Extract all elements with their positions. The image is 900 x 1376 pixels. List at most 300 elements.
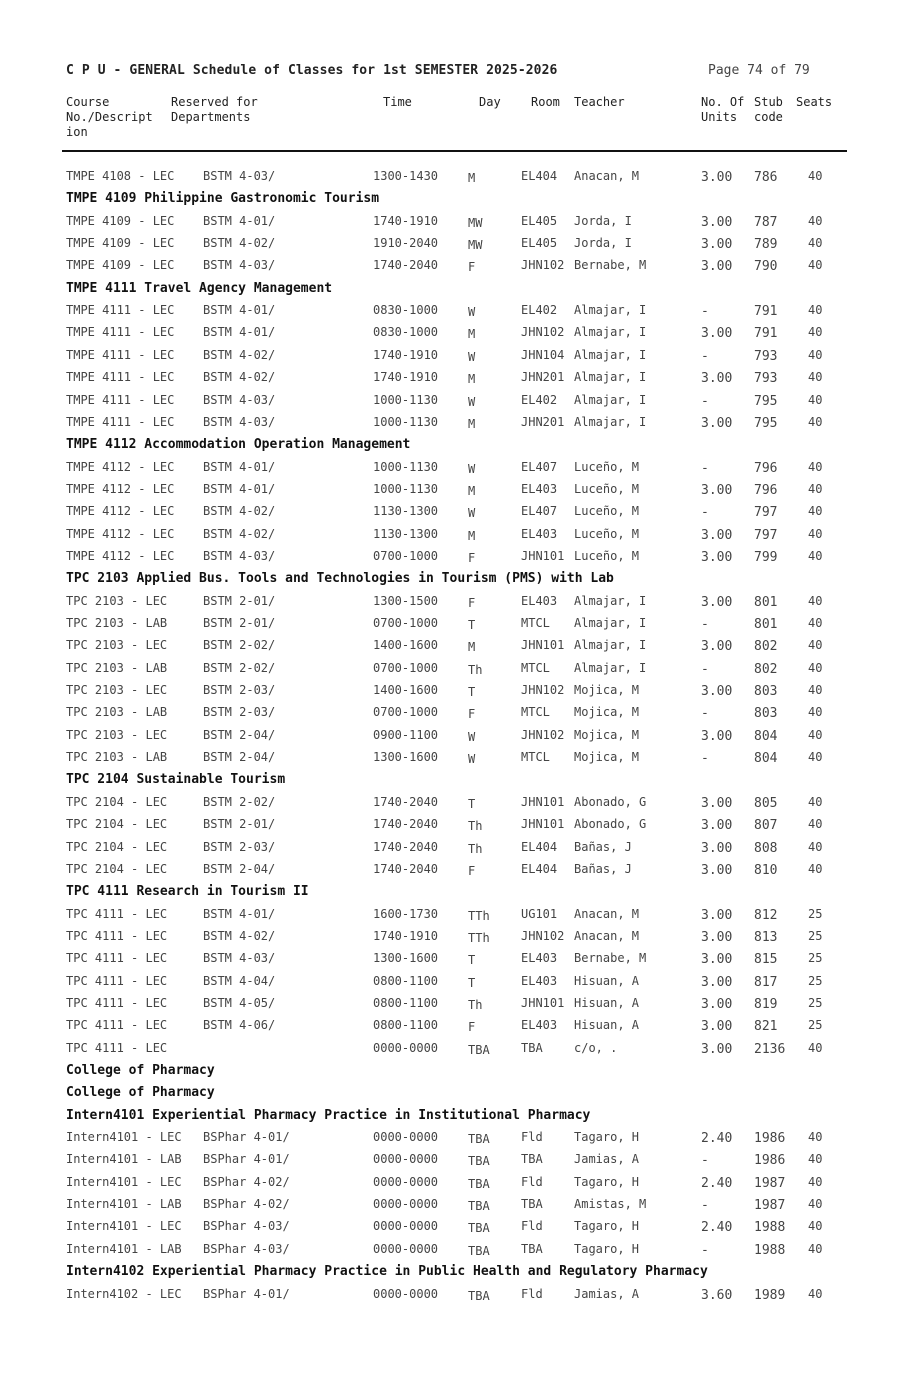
cell-seats: 40 [808, 683, 823, 697]
cell-teacher: Jorda, I [574, 214, 632, 228]
cell-units: - [701, 706, 709, 721]
cell-seats: 40 [808, 661, 823, 675]
cell-teacher: Almajar, I [574, 370, 647, 384]
cell-time: 0700-1000 [373, 616, 439, 630]
table-row [0, 996, 900, 1016]
cell-course: TMPE 4112 - LEC [66, 482, 175, 496]
cell-course: TPC 4111 - LEC [66, 907, 168, 921]
cell-time: 1300-1600 [373, 951, 439, 965]
cell-seats: 40 [808, 795, 823, 809]
table-row [0, 1041, 900, 1061]
cell-stub: 803 [754, 706, 778, 721]
cell-day: F [468, 260, 476, 274]
cell-stub: 1986 [754, 1131, 786, 1146]
cell-dept: BSPhar 4-01/ [203, 1287, 290, 1301]
cell-dept: BSTM 4-03/ [203, 549, 276, 563]
cell-room: JHN101 [521, 817, 565, 831]
cell-course: TPC 2103 - LAB [66, 750, 168, 764]
cell-stub: 789 [754, 237, 778, 252]
cell-units: - [701, 505, 709, 520]
cell-time: 1600-1730 [373, 907, 439, 921]
table-row [0, 258, 900, 278]
cell-time: 0000-0000 [373, 1197, 439, 1211]
table-row [0, 1219, 900, 1239]
table-row [0, 951, 900, 971]
cell-dept: BSPhar 4-02/ [203, 1175, 290, 1189]
cell-dept: BSTM 4-03/ [203, 258, 276, 272]
cell-stub: 804 [754, 729, 778, 744]
cell-course: TPC 4111 - LEC [66, 951, 168, 965]
cell-teacher: Almajar, I [574, 594, 647, 608]
cell-stub: 1989 [754, 1288, 786, 1303]
cell-room: MTCL [521, 705, 550, 719]
cell-seats: 40 [808, 549, 823, 563]
cell-stub: 817 [754, 975, 778, 990]
cell-day: W [468, 506, 476, 520]
cell-stub: 799 [754, 550, 778, 565]
cell-teacher: Anacan, M [574, 907, 640, 921]
cell-stub: 803 [754, 684, 778, 699]
cell-time: 0900-1100 [373, 728, 439, 742]
course-section-title: Intern4101 Experiential Pharmacy Practice in Institutional Pharmacy [66, 1108, 591, 1123]
cell-teacher: Almajar, I [574, 303, 647, 317]
cell-course: TPC 2104 - LEC [66, 840, 168, 854]
cell-time: 1740-2040 [373, 862, 439, 876]
cell-room: EL407 [521, 460, 558, 474]
cell-units: - [701, 394, 709, 409]
table-row [0, 482, 900, 502]
cell-teacher: Abonado, G [574, 817, 647, 831]
course-section-title: College of Pharmacy [66, 1063, 215, 1078]
cell-time: 0800-1100 [373, 996, 439, 1010]
cell-time: 0800-1100 [373, 974, 439, 988]
cell-seats: 25 [808, 929, 823, 943]
cell-course: TPC 2103 - LEC [66, 683, 168, 697]
cell-day: W [468, 305, 476, 319]
cell-teacher: Almajar, I [574, 616, 647, 630]
cell-time: 0000-0000 [373, 1130, 439, 1144]
table-row [0, 705, 900, 725]
course-section-title: TMPE 4111 Travel Agency Management [66, 281, 333, 296]
cell-time: 0700-1000 [373, 661, 439, 675]
cell-time: 1000-1130 [373, 393, 439, 407]
cell-units: - [701, 751, 709, 766]
col-header-units: No. Of Units [701, 95, 745, 124]
cell-seats: 40 [808, 1287, 823, 1301]
cell-time: 1740-2040 [373, 258, 439, 272]
cell-room: MTCL [521, 661, 550, 675]
cell-teacher: Bernabe, M [574, 951, 647, 965]
cell-seats: 25 [808, 907, 823, 921]
cell-time: 1740-1910 [373, 214, 439, 228]
cell-day: TBA [468, 1043, 490, 1057]
cell-teacher: Tagaro, H [574, 1219, 640, 1233]
cell-stub: 810 [754, 863, 778, 878]
table-row [0, 616, 900, 636]
cell-day: F [468, 551, 476, 565]
cell-teacher: Mojica, M [574, 750, 640, 764]
cell-seats: 40 [808, 750, 823, 764]
table-row [0, 415, 900, 435]
table-row [0, 549, 900, 569]
cell-seats: 40 [808, 258, 823, 272]
cell-time: 0800-1100 [373, 1018, 439, 1032]
cell-course: TPC 4111 - LEC [66, 1041, 168, 1055]
cell-units: 3.00 [701, 684, 733, 699]
cell-units: - [701, 662, 709, 677]
table-row [0, 1242, 900, 1262]
cell-course: TPC 4111 - LEC [66, 1018, 168, 1032]
cell-day: M [468, 372, 476, 386]
cell-stub: 795 [754, 416, 778, 431]
cell-teacher: Jamias, A [574, 1152, 640, 1166]
cell-teacher: Mojica, M [574, 728, 640, 742]
cell-units: 3.00 [701, 371, 733, 386]
cell-units: - [701, 1153, 709, 1168]
cell-day: M [468, 417, 476, 431]
cell-dept: BSTM 4-02/ [203, 348, 276, 362]
col-header-time: Time [383, 95, 412, 109]
cell-dept: BSPhar 4-03/ [203, 1242, 290, 1256]
cell-units: 3.00 [701, 550, 733, 565]
cell-seats: 40 [808, 460, 823, 474]
cell-stub: 802 [754, 639, 778, 654]
cell-day: T [468, 797, 476, 811]
cell-room: JHN102 [521, 728, 565, 742]
cell-seats: 25 [808, 1018, 823, 1032]
cell-stub: 795 [754, 394, 778, 409]
cell-dept: BSTM 4-05/ [203, 996, 276, 1010]
cell-units: 3.00 [701, 416, 733, 431]
cell-room: JHN102 [521, 683, 565, 697]
cell-room: EL403 [521, 951, 558, 965]
cell-day: TBA [468, 1177, 490, 1191]
cell-teacher: Hisuan, A [574, 974, 640, 988]
cell-time: 1000-1130 [373, 482, 439, 496]
table-row [0, 325, 900, 345]
cell-units: 3.00 [701, 259, 733, 274]
cell-room: EL402 [521, 393, 558, 407]
table-row [0, 169, 900, 189]
cell-teacher: Luceño, M [574, 482, 640, 496]
cell-dept: BSPhar 4-02/ [203, 1197, 290, 1211]
cell-units: - [701, 1198, 709, 1213]
cell-day: F [468, 864, 476, 878]
table-row [0, 661, 900, 681]
cell-seats: 40 [808, 370, 823, 384]
cell-teacher: Jamias, A [574, 1287, 640, 1301]
cell-dept: BSTM 4-02/ [203, 504, 276, 518]
cell-day: M [468, 484, 476, 498]
cell-course: TPC 4111 - LEC [66, 974, 168, 988]
cell-time: 1400-1600 [373, 638, 439, 652]
cell-stub: 801 [754, 617, 778, 632]
cell-day: Th [468, 819, 483, 833]
cell-room: EL405 [521, 236, 558, 250]
cell-dept: BSTM 4-03/ [203, 393, 276, 407]
cell-teacher: Almajar, I [574, 348, 647, 362]
cell-course: Intern4101 - LAB [66, 1152, 182, 1166]
cell-stub: 790 [754, 259, 778, 274]
cell-room: EL403 [521, 594, 558, 608]
cell-day: TBA [468, 1154, 490, 1168]
table-row [0, 527, 900, 547]
cell-course: TMPE 4112 - LEC [66, 504, 175, 518]
cell-stub: 793 [754, 371, 778, 386]
course-section-title: TPC 4111 Research in Tourism II [66, 884, 309, 899]
cell-course: TPC 2104 - LEC [66, 862, 168, 876]
cell-dept: BSTM 4-02/ [203, 370, 276, 384]
course-section-title: TPC 2103 Applied Bus. Tools and Technologies in Tourism (PMS) with Lab [66, 571, 614, 586]
cell-units: 3.00 [701, 1019, 733, 1034]
cell-units: - [701, 461, 709, 476]
cell-teacher: Jorda, I [574, 236, 632, 250]
cell-time: 1130-1300 [373, 504, 439, 518]
table-row [0, 728, 900, 748]
cell-seats: 40 [808, 705, 823, 719]
cell-units: 3.00 [701, 483, 733, 498]
cell-day: W [468, 730, 476, 744]
cell-dept: BSTM 2-02/ [203, 638, 276, 652]
cell-time: 1740-1910 [373, 929, 439, 943]
cell-units: 3.00 [701, 639, 733, 654]
cell-stub: 1987 [754, 1198, 786, 1213]
table-row [0, 638, 900, 658]
cell-seats: 40 [808, 169, 823, 183]
cell-room: TBA [521, 1197, 543, 1211]
cell-dept: BSPhar 4-01/ [203, 1152, 290, 1166]
cell-time: 0000-0000 [373, 1152, 439, 1166]
table-row [0, 974, 900, 994]
table-row [0, 907, 900, 927]
cell-dept: BSTM 4-01/ [203, 907, 276, 921]
cell-room: JHN101 [521, 638, 565, 652]
cell-stub: 791 [754, 326, 778, 341]
col-header-reserved: Reserved for Departments [171, 95, 258, 124]
cell-units: 2.40 [701, 1176, 733, 1191]
cell-day: M [468, 640, 476, 654]
cell-course: TPC 2104 - LEC [66, 817, 168, 831]
cell-room: Fld [521, 1219, 543, 1233]
course-section-title: Intern4102 Experiential Pharmacy Practice in Public Health and Regulatory Pharmacy [66, 1264, 708, 1279]
cell-teacher: Tagaro, H [574, 1242, 640, 1256]
cell-units: 3.00 [701, 863, 733, 878]
cell-seats: 40 [808, 1130, 823, 1144]
cell-room: EL405 [521, 214, 558, 228]
cell-teacher: Bañas, J [574, 840, 632, 854]
cell-units: - [701, 617, 709, 632]
cell-dept: BSTM 2-02/ [203, 795, 276, 809]
cell-room: EL403 [521, 974, 558, 988]
cell-seats: 40 [808, 616, 823, 630]
cell-seats: 40 [808, 1041, 823, 1055]
cell-teacher: Abonado, G [574, 795, 647, 809]
cell-course: TMPE 4109 - LEC [66, 258, 175, 272]
cell-stub: 805 [754, 796, 778, 811]
cell-time: 1400-1600 [373, 683, 439, 697]
cell-stub: 1987 [754, 1176, 786, 1191]
cell-time: 0000-0000 [373, 1219, 439, 1233]
cell-teacher: Luceño, M [574, 549, 640, 563]
cell-dept: BSTM 2-03/ [203, 683, 276, 697]
table-row [0, 303, 900, 323]
cell-room: JHN101 [521, 549, 565, 563]
cell-day: T [468, 618, 476, 632]
cell-stub: 819 [754, 997, 778, 1012]
cell-course: TPC 4111 - LEC [66, 996, 168, 1010]
cell-time: 1740-2040 [373, 840, 439, 854]
cell-course: TMPE 4112 - LEC [66, 527, 175, 541]
cell-room: EL407 [521, 504, 558, 518]
cell-teacher: Mojica, M [574, 683, 640, 697]
cell-room: TBA [521, 1152, 543, 1166]
page-number: Page 74 of 79 [708, 63, 810, 78]
cell-time: 0000-0000 [373, 1242, 439, 1256]
cell-teacher: Hisuan, A [574, 1018, 640, 1032]
cell-units: 3.60 [701, 1288, 733, 1303]
cell-seats: 40 [808, 325, 823, 339]
cell-room: Fld [521, 1287, 543, 1301]
cell-teacher: Almajar, I [574, 415, 647, 429]
cell-seats: 40 [808, 1175, 823, 1189]
cell-time: 1910-2040 [373, 236, 439, 250]
cell-day: F [468, 707, 476, 721]
cell-stub: 2136 [754, 1042, 786, 1057]
cell-dept: BSTM 4-01/ [203, 303, 276, 317]
cell-course: TPC 2103 - LEC [66, 728, 168, 742]
cell-teacher: Mojica, M [574, 705, 640, 719]
cell-seats: 40 [808, 862, 823, 876]
cell-course: TPC 2104 - LEC [66, 795, 168, 809]
cell-time: 1300-1500 [373, 594, 439, 608]
cell-seats: 40 [808, 1152, 823, 1166]
cell-dept: BSTM 4-03/ [203, 951, 276, 965]
cell-seats: 40 [808, 236, 823, 250]
cell-units: 3.00 [701, 729, 733, 744]
cell-units: - [701, 1243, 709, 1258]
cell-time: 1300-1430 [373, 169, 439, 183]
cell-seats: 40 [808, 214, 823, 228]
col-header-stub: Stub code [754, 95, 783, 124]
cell-course: TPC 2103 - LAB [66, 705, 168, 719]
cell-teacher: Hisuan, A [574, 996, 640, 1010]
cell-seats: 40 [808, 594, 823, 608]
col-header-room: Room [531, 95, 560, 109]
cell-time: 1300-1600 [373, 750, 439, 764]
table-row [0, 1018, 900, 1038]
table-row [0, 1130, 900, 1150]
cell-day: TTh [468, 909, 490, 923]
table-row [0, 236, 900, 256]
cell-day: Th [468, 842, 483, 856]
cell-teacher: Luceño, M [574, 527, 640, 541]
table-row [0, 683, 900, 703]
table-row [0, 1287, 900, 1307]
cell-day: F [468, 596, 476, 610]
cell-teacher: Luceño, M [574, 460, 640, 474]
cell-teacher: Almajar, I [574, 638, 647, 652]
cell-time: 0000-0000 [373, 1175, 439, 1189]
cell-course: TMPE 4112 - LEC [66, 460, 175, 474]
cell-dept: BSTM 2-01/ [203, 817, 276, 831]
cell-units: 3.00 [701, 975, 733, 990]
cell-course: TPC 2103 - LAB [66, 616, 168, 630]
course-section-title: TMPE 4109 Philippine Gastronomic Tourism [66, 191, 380, 206]
cell-course: TMPE 4111 - LEC [66, 303, 175, 317]
cell-units: 3.00 [701, 528, 733, 543]
cell-room: EL402 [521, 303, 558, 317]
cell-dept: BSTM 2-02/ [203, 661, 276, 675]
cell-course: TMPE 4111 - LEC [66, 348, 175, 362]
cell-dept: BSTM 2-04/ [203, 728, 276, 742]
cell-units: 3.00 [701, 841, 733, 856]
cell-teacher: Anacan, M [574, 929, 640, 943]
cell-units: 3.00 [701, 1042, 733, 1057]
cell-seats: 40 [808, 638, 823, 652]
cell-units: - [701, 304, 709, 319]
cell-stub: 787 [754, 215, 778, 230]
cell-units: 3.00 [701, 997, 733, 1012]
cell-course: TMPE 4111 - LEC [66, 393, 175, 407]
cell-teacher: Anacan, M [574, 169, 640, 183]
cell-units: 3.00 [701, 595, 733, 610]
cell-units: 2.40 [701, 1220, 733, 1235]
cell-room: JHN201 [521, 415, 565, 429]
cell-units: 3.00 [701, 930, 733, 945]
cell-room: MTCL [521, 616, 550, 630]
cell-teacher: Tagaro, H [574, 1175, 640, 1189]
cell-teacher: Amistas, M [574, 1197, 647, 1211]
table-row [0, 929, 900, 949]
page-title: C P U - GENERAL Schedule of Classes for 1st SEMESTER 2025-2026 [66, 63, 558, 78]
cell-room: EL403 [521, 527, 558, 541]
cell-units: 3.00 [701, 237, 733, 252]
cell-units: 3.00 [701, 796, 733, 811]
cell-dept: BSTM 2-03/ [203, 705, 276, 719]
cell-seats: 40 [808, 840, 823, 854]
cell-stub: 796 [754, 483, 778, 498]
cell-time: 1740-1910 [373, 370, 439, 384]
cell-stub: 802 [754, 662, 778, 677]
cell-day: TBA [468, 1221, 490, 1235]
cell-time: 0830-1000 [373, 303, 439, 317]
cell-day: TBA [468, 1289, 490, 1303]
table-row [0, 214, 900, 234]
cell-day: F [468, 1020, 476, 1034]
cell-seats: 40 [808, 482, 823, 496]
cell-day: M [468, 171, 476, 185]
cell-stub: 1986 [754, 1153, 786, 1168]
cell-teacher: Bañas, J [574, 862, 632, 876]
cell-seats: 25 [808, 996, 823, 1010]
course-section-title: TPC 2104 Sustainable Tourism [66, 772, 286, 787]
cell-time: 0000-0000 [373, 1287, 439, 1301]
col-header-day: Day [479, 95, 501, 109]
cell-units: 2.40 [701, 1131, 733, 1146]
cell-units: - [701, 349, 709, 364]
table-row [0, 348, 900, 368]
col-header-course: Course No./Descript ion [66, 95, 153, 139]
cell-stub: 793 [754, 349, 778, 364]
cell-dept: BSTM 4-02/ [203, 527, 276, 541]
cell-room: JHN102 [521, 929, 565, 943]
cell-stub: 815 [754, 952, 778, 967]
course-section-title: College of Pharmacy [66, 1085, 215, 1100]
cell-dept: BSTM 4-06/ [203, 1018, 276, 1032]
cell-time: 1000-1130 [373, 460, 439, 474]
cell-room: EL403 [521, 482, 558, 496]
cell-day: T [468, 953, 476, 967]
